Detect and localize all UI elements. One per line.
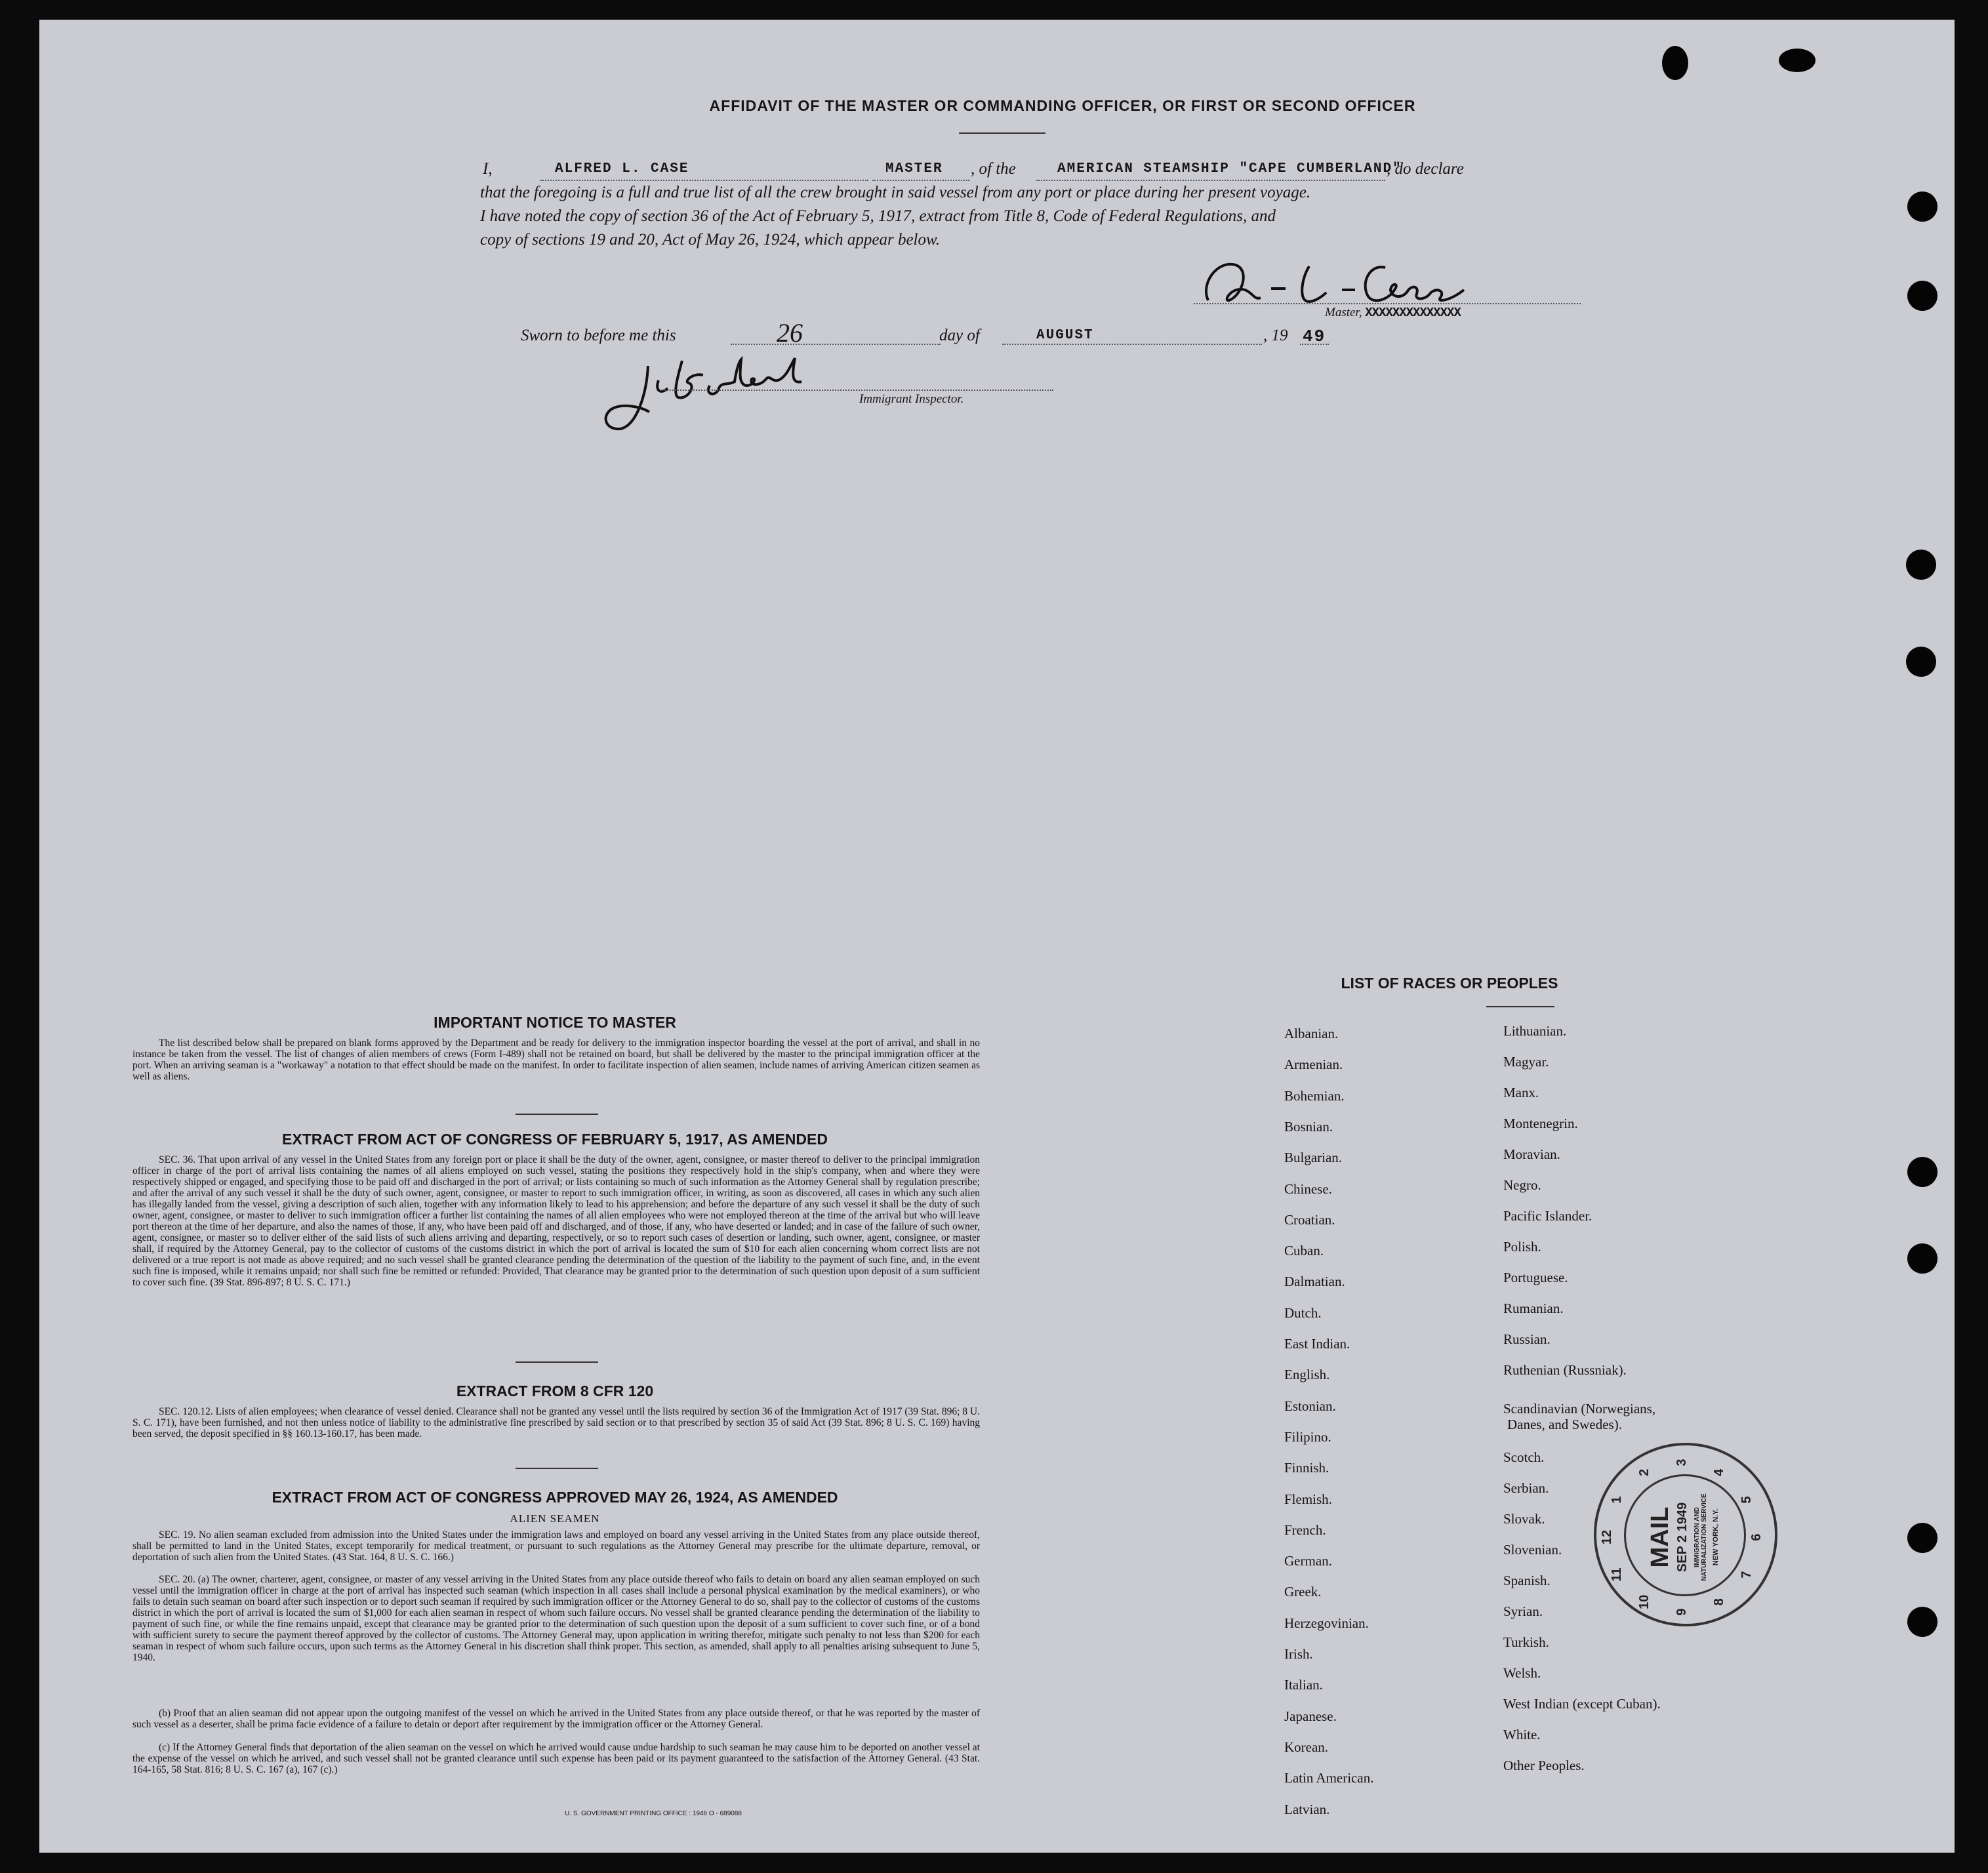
race-item: Estonian. [1284,1398,1336,1414]
heading-divider [959,132,1045,134]
vessel-line [1036,180,1385,181]
stamp-ring-number: 5 [1739,1496,1754,1504]
mail-stamp [1594,1443,1777,1626]
race-item: Welsh. [1503,1665,1541,1681]
printer-imprint: U. S. GOVERNMENT PRINTING OFFICE : 1946 O - 689088 [565,1810,742,1817]
stamp-ring-number: 12 [1600,1529,1614,1545]
race-item: Armenian. [1284,1057,1343,1073]
stamp-ring-number: 11 [1610,1567,1625,1582]
race-item: Bosnian. [1284,1118,1333,1135]
race-item: Lithuanian. [1503,1023,1567,1039]
stamp-ring-number: 10 [1637,1594,1652,1609]
race-item: Magyar. [1503,1054,1549,1070]
of-the-text: , of the [971,160,1016,178]
extract-1917-heading: EXTRACT FROM ACT OF CONGRESS OF FEBRUARY 5, 1917, AS AMENDED [282,1131,828,1148]
affidavit-heading: AFFIDAVIT OF THE MASTER OR COMMANDING OFFICER, OR FIRST OR SECOND OFFICER [709,97,1416,114]
race-item: Scandinavian (Norwegians, [1503,1401,1656,1417]
extract-cfr-body: SEC. 120.12. Lists of alien employees; when clearance of vessel denied. Clearance shall not be granted any vessel until the lists required by section 36 of the Immigration Act of 1917 (39 Stat. 896; 8 U. S. C. 171), have been furnished, and not then unless notice of liability to the administrative fine prescribed by said section or to that prescribed by section 35 of said Act (39 Stat. 896; 8 U. S. C. 169) having been served, the deposit specified in §§ 160.13-160.17, has been made. [132,1406,980,1440]
do-declare-text: , do declare [1387,160,1464,178]
race-item: East Indian. [1284,1336,1350,1352]
race-item: Herzegovinian. [1284,1615,1369,1631]
extract-1924-heading: EXTRACT FROM ACT OF CONGRESS APPROVED MAY 26, 1924, AS AMENDED [272,1489,838,1506]
day-of-text: day of [939,327,980,344]
race-item: Bohemian. [1284,1087,1345,1104]
race-item: English. [1284,1367,1330,1383]
stamp-ring-number: 3 [1674,1459,1689,1466]
race-item: Bulgarian. [1284,1150,1343,1166]
name-line [540,180,868,181]
race-item: Negro. [1503,1177,1541,1193]
rank-line [872,180,969,181]
extract-1924-sec19: SEC. 19. No alien seaman excluded from admission into the United States under the immigration laws and employed on board any vessel arriving in the United States from any place outside thereof, shall be permitted to land in the United States, except temporarily for medical treatment, or pursuant to such regulations as the Attorney General may prescribe for the ultimate departure, removal, or deportation of such alien from the United States. (43 Stat. 164, 8 U. S. C. 166.) [132,1529,980,1563]
races-heading: LIST OF RACES OR PEOPLES [1341,975,1558,992]
punch-hole [1907,1243,1937,1274]
extract-1924-sec20a: SEC. 20. (a) The owner, charterer, agent, consignee, or master of any vessel arriving in the United States from any place outside thereof who fails to detain on board any alien seaman employed on such vessel until the immigration officer in charge at the port of arrival has inspected such seaman (which inspection in all cases shall include a personal physical examination by the medical examiners), or who fails to detain such seaman on board after such inspection or to deport such seaman if required by such immigration officer or the Attorney General to do so, shall pay to the collector of customs of the customs district in which the port of arrival is located the sum of $1,000 for each alien seaman in respect of whom such failure occurs. No vessel shall be granted clearance pending the determination of the liability to payment of such fine, or while the fine remains unpaid, except that clearance may be granted prior to the determination of such question upon the deposit of a sum sufficient to cover such fine, or of a bond with sufficient surety to secure the payment thereof approved by the collector of customs. The Attorney General may, upon application in writing therefor, mitigate such penalty to not less than $200 for each seaman in respect of whom such failure occurs, upon such terms as the Attorney General in his discretion shall think proper. This section, as amended, shall apply to all penalties arising subsequent to June 5, 1940. [132,1574,980,1663]
declaration-line-2: that the foregoing is a full and true list of all the crew brought in said vessel from any port or place during her present voyage. [480,184,1311,201]
race-item: Croatian. [1284,1211,1335,1228]
stamp-ring-number: 4 [1712,1468,1726,1476]
race-item: Montenegrin. [1503,1116,1578,1131]
race-item: Japanese. [1284,1708,1337,1724]
race-item: Spanish. [1503,1573,1551,1588]
master-caption [1325,306,1461,320]
race-item: Finnish. [1284,1460,1329,1476]
race-item: Syrian. [1503,1603,1543,1619]
punch-hole [1906,550,1936,580]
declaration-i: I, [483,160,493,178]
race-item: White. [1503,1727,1541,1742]
master-caption-struck: XXXXXXXXXXXXXX [1365,306,1461,320]
race-item: Greek. [1284,1584,1322,1600]
race-item: Manx. [1503,1085,1539,1100]
year-suffix: 49 [1303,327,1326,346]
declaration-line-3: I have noted the copy of section 36 of the Act of February 5, 1917, extract from Title 8, Code of Federal Regulations, and [480,207,1276,225]
extract-cfr-divider [516,1468,598,1469]
stamp-ring-number: 8 [1712,1598,1726,1606]
races-divider [1486,1006,1554,1007]
extract-1924-sec20c: (c) If the Attorney General finds that deportation of the alien seaman on the vessel on which he arrived would cause undue hardship to such seaman he may cause him to be deported on another vessel at the expense of the vessel on which he arrived, and such vessel shall not be granted clearance until such expense has been paid or its payment guaranteed to the satisfaction of the Attorney General. (43 Stat. 164-165, 58 Stat. 816; 8 U. S. C. 167 (a), 167 (c).) [132,1742,980,1775]
stamp-ring-number: 7 [1739,1571,1754,1579]
race-item: Cuban. [1284,1243,1324,1259]
year-prefix: , 19 [1263,327,1288,344]
declaration-line-4: copy of sections 19 and 20, Act of May 26, 1924, which appear below. [480,231,941,249]
extract-1924-subheading: ALIEN SEAMEN [510,1512,600,1525]
master-name: ALFRED L. CASE [555,161,689,176]
extract-1917-body: SEC. 36. That upon arrival of any vessel in the United States from any foreign port or place it shall be the duty of the owner, agent, consignee, or master thereof to deliver to the principal immigration officer in charge of the port of arrival lists containing the names of all aliens employed on such vessel, stating the positions they respectively hold in the ship's company, when and where they were respectively shipped or engaged, and specifying those to be paid off and discharged in the port of arrival; or lists containing so much of such information as the Attorney General shall by regulation prescribe; and after the arrival of any such vessel it shall be the duty of such owner, agent, consignee, or master to report to such immigration officer, in writing, as soon as discovered, all cases in which any such alien has illegally landed from the vessel, giving a description of such alien, together with any information likely to lead to his apprehension; and before the departure of any such vessel it shall be the duty of such owner, agent, consignee, or master to deliver to such immigration officer a further list containing the names of all alien employees who were not employed thereon at the time of the arrival but who will leave port thereon at the time of her departure, and also the names of those, if any, who have been paid off and discharged, and of those, if any, who have deserted or landed; and in case of the failure of such owner, agent, consignee, or master so to deliver either of the said lists of such aliens arriving and departing, respectively, or so to report such cases of desertion or landing, such owner, agent, consignee, or master shall, if required by the Attorney General, pay to the collector of customs of the customs district in which the port of arrival is located the sum of $10 for each alien concerning whom correct lists are not delivered or a true report is not made as above required; and no such vessel shall be granted clearance pending the determination of the question of the liability to the payment of such fine, and, in the event such fine is imposed, while it remains unpaid; nor shall such fine be remitted or refunded: Provided, That clearance may be granted prior to the determination of such question upon deposit of a sum sufficient to cover such fine. (39 Stat. 896-897; 8 U. S. C. 171.) [132,1154,980,1288]
race-item: Moravian. [1503,1146,1560,1162]
inspector-signature [594,346,843,445]
race-item: Flemish. [1284,1491,1332,1507]
race-item: Danes, and Swedes). [1507,1417,1622,1432]
punch-hole [1907,1607,1937,1637]
race-item: Pacific Islander. [1503,1208,1592,1224]
race-item: Rumanian. [1503,1300,1564,1316]
stamp-date: SEP 2 1949 [1675,1502,1690,1573]
race-item: Portuguese. [1503,1270,1568,1285]
race-item: Dutch. [1284,1304,1322,1321]
document-page [39,20,1955,1853]
day-line [731,344,941,345]
race-item: Latin American. [1284,1770,1374,1786]
notice-heading: IMPORTANT NOTICE TO MASTER [434,1014,676,1031]
punch-hole [1907,1157,1937,1187]
sworn-text: Sworn to before me this [521,327,676,344]
extract-1917-divider [516,1361,598,1363]
punch-hole [1907,191,1937,222]
sworn-day: 26 [777,318,803,348]
master-caption-label: Master, [1325,306,1362,319]
race-item: French. [1284,1521,1326,1538]
race-item: Dalmatian. [1284,1274,1345,1290]
race-item: Turkish. [1503,1634,1549,1650]
punch-hole [1906,647,1936,677]
race-item: Slovenian. [1503,1542,1562,1558]
race-item: Serbian. [1503,1480,1549,1496]
punch-hole [1907,1523,1937,1553]
race-item: Chinese. [1284,1180,1332,1197]
race-item: Irish. [1284,1646,1313,1662]
race-item: Latvian. [1284,1801,1330,1817]
race-item: Russian. [1503,1331,1551,1347]
stamp-mail-word: MAIL [1646,1506,1674,1568]
inspector-signature-line [660,390,1053,391]
stamp-ring-number: 9 [1674,1608,1689,1616]
race-item: Ruthenian (Russniak). [1503,1362,1627,1378]
stamp-ring-number: 2 [1637,1468,1652,1476]
stamp-city: NEW YORK, N.Y. [1712,1508,1720,1566]
month-line [1002,344,1262,345]
master-signature-line [1194,303,1581,304]
race-item: Italian. [1284,1677,1323,1693]
race-item: Korean. [1284,1739,1329,1755]
stamp-ring-number: 6 [1749,1533,1764,1541]
race-item: Other Peoples. [1503,1758,1585,1773]
race-item: Albanian. [1284,1026,1339,1041]
year-line [1300,344,1329,345]
punch-hole [1662,46,1688,80]
race-item: Slovak. [1503,1511,1545,1527]
race-item: Scotch. [1503,1449,1545,1465]
extract-1924-sec20b: (b) Proof that an alien seaman did not appear upon the outgoing manifest of the vessel on which he arrived in the United States from any place outside thereof, or that he was reported by the master of such vessel as a deserter, shall be prima facie evidence of a failure to detain or deport after requirement by the immigration officer or the Attorney General. [132,1708,980,1730]
notice-body: The list described below shall be prepared on blank forms approved by the Department and be ready for delivery to the immigration inspector boarding the vessel at the port of arrival, and shall in no instance be taken from the vessel. The list of changes of alien members of crews (Form I-489) shall not be retained on board, but shall be delivered by the master to the principal immigration officer at the port. When an arriving seaman is a "workaway" a notation to that effect should be made on the manifest. In order to facilitate inspection of alien seamen, include names of arriving American citizen seamen as well as aliens. [132,1037,980,1082]
inspector-caption: Immigrant Inspector. [859,392,964,406]
notice-divider [516,1114,598,1115]
sworn-month: AUGUST [1036,328,1094,343]
stamp-ring-number: 1 [1610,1496,1625,1504]
extract-cfr-heading: EXTRACT FROM 8 CFR 120 [456,1382,654,1400]
vessel-name: AMERICAN STEAMSHIP "CAPE CUMBERLAND" [1057,161,1402,176]
punch-hole [1779,49,1816,72]
race-item: German. [1284,1553,1332,1569]
race-item: Polish. [1503,1239,1541,1255]
punch-hole [1907,281,1937,311]
master-rank: MASTER [885,161,943,176]
race-item: Filipino. [1284,1428,1331,1445]
stamp-agency: IMMIGRATION AND NATURALIZATION SERVICE [1694,1493,1708,1581]
race-item: West Indian (except Cuban). [1503,1696,1661,1712]
